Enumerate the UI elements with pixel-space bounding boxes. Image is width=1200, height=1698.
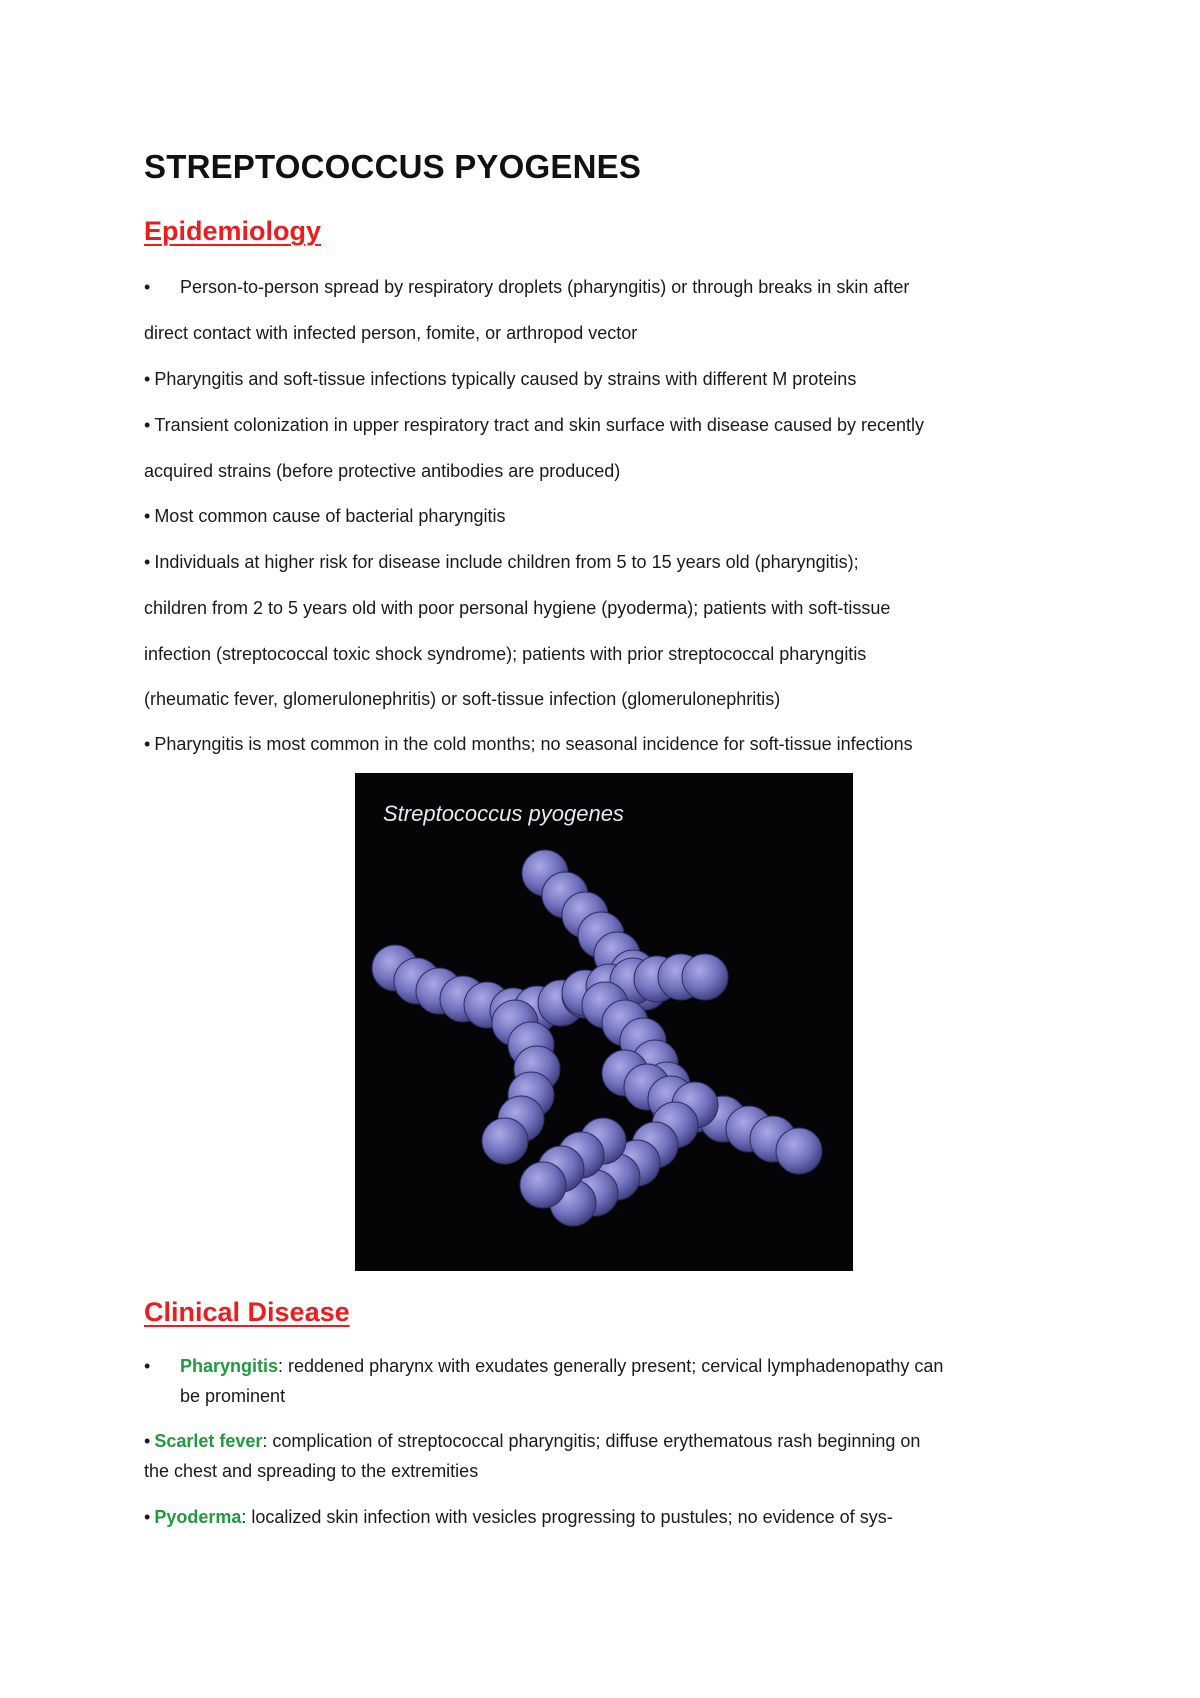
term-pharyngitis: Pharyngitis (180, 1356, 279, 1376)
epi-line-11: Pharyngitis is most common in the cold months; no seasonal incidence for soft-tissue infections (154, 734, 913, 754)
epi-bullet-2 (144, 367, 856, 391)
bullet-icon: • (144, 506, 151, 526)
epi-bullet-4 (144, 504, 505, 528)
coccus-cell (682, 954, 728, 1000)
coccus-cell (482, 1118, 528, 1164)
epi-line-5-row (144, 459, 620, 483)
epi-line-5: acquired strains (before protective antibodies are produced) (144, 461, 621, 481)
bullet-icon: • (144, 1431, 151, 1451)
epi-line-9: infection (streptococcal toxic shock syndrome); patients with prior streptococcal pharyngitis (144, 644, 867, 664)
epi-line-8-row (144, 596, 890, 620)
epi-bullet-6 (144, 732, 913, 756)
epi-line-10: (rheumatic fever, glomerulonephritis) or soft-tissue infection (glomerulonephritis) (144, 689, 781, 709)
epidemiology-heading: Epidemiology (144, 216, 322, 246)
clinical-item-pharyngitis (144, 1354, 943, 1378)
clinical-text-1b: be prominent (180, 1386, 286, 1406)
epi-line-9-row (144, 642, 866, 666)
figure-caption: Streptococcus pyogenes (383, 801, 624, 826)
clinical-text-1: : reddened pharynx with exudates generally present; cervical lymphadenopathy can (278, 1356, 944, 1376)
bullet-icon: • (144, 277, 151, 297)
term-scarlet-fever: Scarlet fever (154, 1431, 263, 1451)
term-pyoderma: Pyoderma (154, 1507, 242, 1527)
bullet-icon: • (144, 415, 151, 435)
bullet-icon: • (144, 734, 151, 754)
bullet-icon: • (144, 1356, 151, 1376)
bullet-icon: • (144, 552, 151, 572)
epi-bullet-5 (144, 550, 859, 574)
epi-line-7: Individuals at higher risk for disease include children from 5 to 15 years old (pharyngitis); (154, 552, 859, 572)
bacteria-micrograph (355, 773, 853, 1271)
clinical-text-2: : complication of streptococcal pharyngitis; diffuse erythematous rash beginning on (262, 1431, 921, 1451)
epi-line-3: Pharyngitis and soft-tissue infections typically caused by strains with different M proteins (154, 369, 857, 389)
epi-bullet-1 (144, 275, 909, 299)
clinical-text-2b: the chest and spreading to the extremities (144, 1461, 479, 1481)
clinical-item-pyoderma (144, 1505, 893, 1529)
epi-line-1: Person-to-person spread by respiratory droplets (pharyngitis) or through breaks in skin after (180, 277, 910, 297)
epi-line-8: children from 2 to 5 years old with poor personal hygiene (pyoderma); patients with soft-tissue (144, 598, 891, 618)
bullet-icon: • (144, 369, 151, 389)
epi-bullet-3 (144, 413, 924, 437)
coccus-chains (372, 850, 822, 1226)
clinical-item-scarlet-fever (144, 1429, 920, 1453)
epi-line-4: Transient colonization in upper respiratory tract and skin surface with disease caused by recently (154, 415, 925, 435)
clinical-disease-heading: Clinical Disease (144, 1297, 350, 1327)
epi-line-10-row (144, 687, 780, 711)
page-title: STREPTOCOCCUS PYOGENES (144, 148, 642, 185)
clinical-item-scarlet-fever-cont (144, 1459, 478, 1483)
coccus-cell (520, 1162, 566, 1208)
clinical-item-pharyngitis-cont (180, 1384, 285, 1408)
coccus-chains-illustration (355, 773, 853, 1271)
bullet-icon: • (144, 1507, 151, 1527)
clinical-text-3: : localized skin infection with vesicles progressing to pustules; no evidence of sys- (241, 1507, 893, 1527)
epi-line-2: direct contact with infected person, fomite, or arthropod vector (144, 323, 638, 343)
epi-line-2-row (144, 321, 637, 345)
epi-line-6: Most common cause of bacterial pharyngitis (154, 506, 506, 526)
coccus-cell (776, 1128, 822, 1174)
